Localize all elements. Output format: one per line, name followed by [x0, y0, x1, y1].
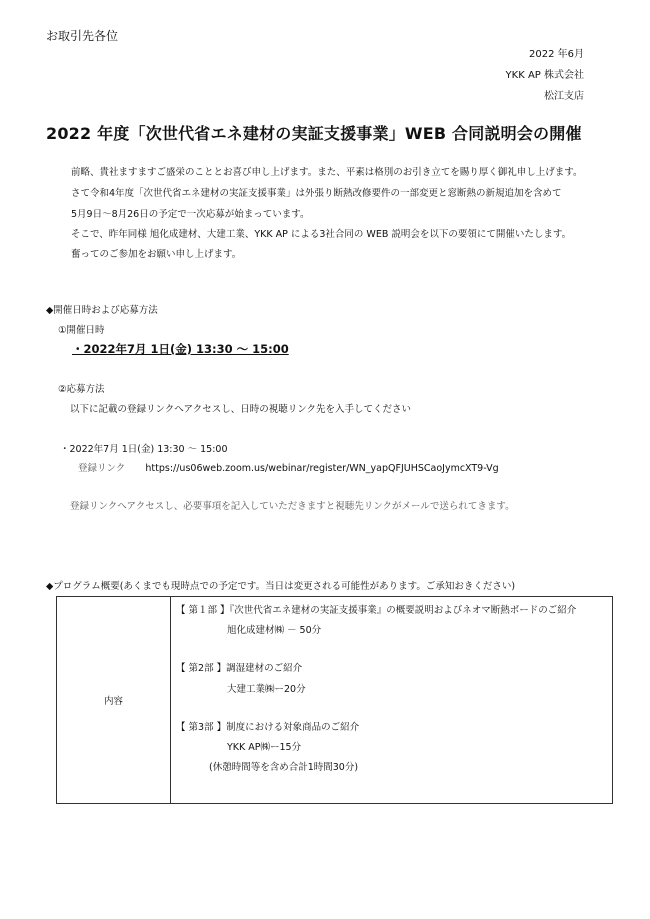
registration-link[interactable]: https://us06web.zoom.us/webinar/register/WN_yapQFJUHSCaoJymcXT9-Vg	[145, 463, 499, 474]
program-label-cell	[57, 597, 171, 804]
branch-name: 松江支店	[544, 91, 584, 102]
section-heading-schedule: ◆開催日時および応募方法	[46, 305, 158, 316]
program-total-note: (休憩時間等を含め合計1時間30分)	[209, 762, 359, 773]
intro-line: さて令和4年度「次世代省エネ建材の実証支援事業」は外張り断熱改修要件の一部変更と窓断熱の新規追加を含めて	[71, 188, 562, 199]
intro-line: 奮ってのご参加をお願い申し上げます。	[71, 249, 242, 260]
registration-row	[78, 460, 499, 474]
subheading-date: ①開催日時	[58, 325, 105, 336]
application-instruction: 以下に記載の登録リンクへアクセスし、日時の視聴リンク先を入手してください	[70, 404, 412, 415]
issue-date: 2022 年6月	[529, 49, 584, 60]
program-part-speaker: 旭化成建材㈱ － 50分	[227, 625, 322, 636]
intro-line: 5月9日～8月26日の予定で一次応募が始まっています。	[71, 209, 310, 220]
program-table	[56, 596, 613, 804]
session-datetime: ・2022年7月 1日(金) 13:30 ～ 15:00	[60, 444, 228, 455]
program-part-speaker: YKK AP㈱ー15分	[227, 742, 302, 753]
document-title: 2022 年度「次世代省エネ建材の実証支援事業」WEB 合同説明会の開催	[46, 124, 582, 143]
program-part-title: 【 第2部 】調湿建材のご紹介	[176, 663, 303, 674]
event-datetime: ・2022年7月 1日(金) 13:30 ～ 15:00	[72, 342, 289, 356]
program-part-title: 【 第3部 】制度における対象商品のご紹介	[176, 722, 360, 733]
intro-line: そこで、昨年同様 旭化成建材、大建工業、YKK AP による3社合同の WEB 説明会を以下の要領にて開催いたします。	[71, 229, 572, 240]
subheading-application: ②応募方法	[58, 384, 105, 395]
registration-label: 登録リンク	[78, 463, 126, 474]
program-part-title: 【 第１部 】『次世代省エネ建材の実証支援事業』の概要説明およびネオマ断熱ボードのご紹介	[176, 605, 577, 616]
registration-note: 登録リンクへアクセスし、必要事項を記入していただきますと視聴先リンクがメールで送られてきます。	[70, 501, 515, 512]
program-label: 内容	[103, 696, 123, 707]
company-name: YKK AP 株式会社	[505, 70, 584, 81]
intro-line: 前略、貴社ますますご盛栄のこととお喜び申し上げます。また、平素は格別のお引き立てを賜り厚く御礼申し上げます。	[71, 167, 583, 178]
section-heading-program: ◆プログラム概要(あくまでも現時点での予定です。当日は変更される可能性があります。ご承知おきください)	[46, 581, 516, 592]
program-content-cell	[171, 597, 613, 804]
addressee: お取引先各位	[46, 29, 119, 43]
program-part-speaker: 大建工業㈱ー20分	[227, 684, 306, 695]
